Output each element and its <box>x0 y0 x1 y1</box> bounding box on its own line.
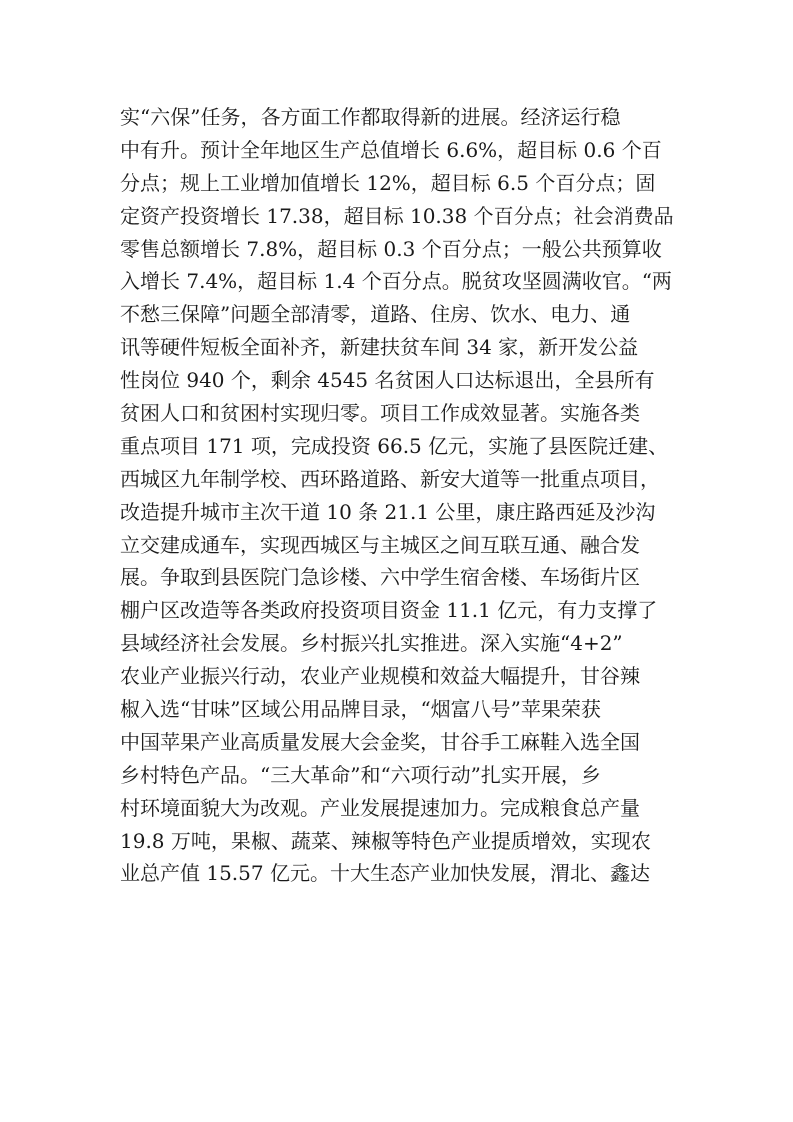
text-line: 性岗位 940 个，剩余 4545 名贫困人口达标退出，全县所有 <box>120 368 655 393</box>
text-line: 定资产投资增长 17.38，超目标 10.38 个百分点；社会消费品 <box>120 203 674 228</box>
text-line: 不愁三保障”问题全部清零，道路、住房、饮水、电力、通 <box>120 302 631 327</box>
text-line: 中国苹果产业高质量发展大会金奖，甘谷手工麻鞋入选全国 <box>120 729 640 754</box>
text-line: 立交建成通车，实现西城区与主城区之间互联互通、融合发 <box>120 532 640 557</box>
text-line: 重点项目 171 项，完成投资 66.5 亿元，实施了县医院迁建、 <box>120 433 669 458</box>
text-line: 19.8 万吨，果椒、蔬菜、辣椒等特色产业提质增效，实现农 <box>120 828 651 853</box>
text-line: 农业产业振兴行动，农业产业规模和效益大幅提升，甘谷辣 <box>120 664 640 689</box>
body-text <box>120 101 686 890</box>
text-line: 村环境面貌大为改观。产业发展提速加力。完成粮食总产量 <box>120 795 640 820</box>
text-line: 实“六保”任务，各方面工作都取得新的进展。经济运行稳 <box>120 105 621 129</box>
text-line: 入增长 7.4%，超目标 1.4 个百分点。脱贫攻坚圆满收官。“两 <box>120 269 672 294</box>
text-line: 乡村特色产品。“三大革命”和“六项行动”扎实开展，乡 <box>120 762 601 787</box>
text-line: 中有升。预计全年地区生产总值增长 6.6%，超目标 0.6 个百 <box>120 137 662 162</box>
text-line: 棚户区改造等各类政府投资项目资金 11.1 亿元，有力支撑了 <box>120 598 658 623</box>
text-line: 零售总额增长 7.8%，超目标 0.3 个百分点；一般公共预算收 <box>120 236 662 261</box>
text-line: 分点；规上工业增加值增长 12%，超目标 6.5 个百分点；固 <box>120 170 656 195</box>
text-line: 椒入选“甘味”区域公用品牌目录，“烟富八号”苹果荣获 <box>120 697 601 722</box>
text-line: 讯等硬件短板全面补齐，新建扶贫车间 34 家，新开发公益 <box>120 335 639 360</box>
text-line: 西城区九年制学校、西环路道路、新安大道等一批重点项目， <box>120 466 660 491</box>
text-line: 改造提升城市主次干道 10 条 21.1 公里，康庄路西延及沙沟 <box>120 499 656 524</box>
text-line: 县域经济社会发展。乡村振兴扎实推进。深入实施“4+2” <box>120 631 623 656</box>
text-line: 贫困人口和贫困村实现归零。项目工作成效显著。实施各类 <box>120 401 640 426</box>
text-line: 展。争取到县医院门急诊楼、六中学生宿舍楼、车场街片区 <box>120 565 640 590</box>
text-line: 业总产值 15.57 亿元。十大生态产业加快发展，渭北、鑫达 <box>120 861 650 886</box>
